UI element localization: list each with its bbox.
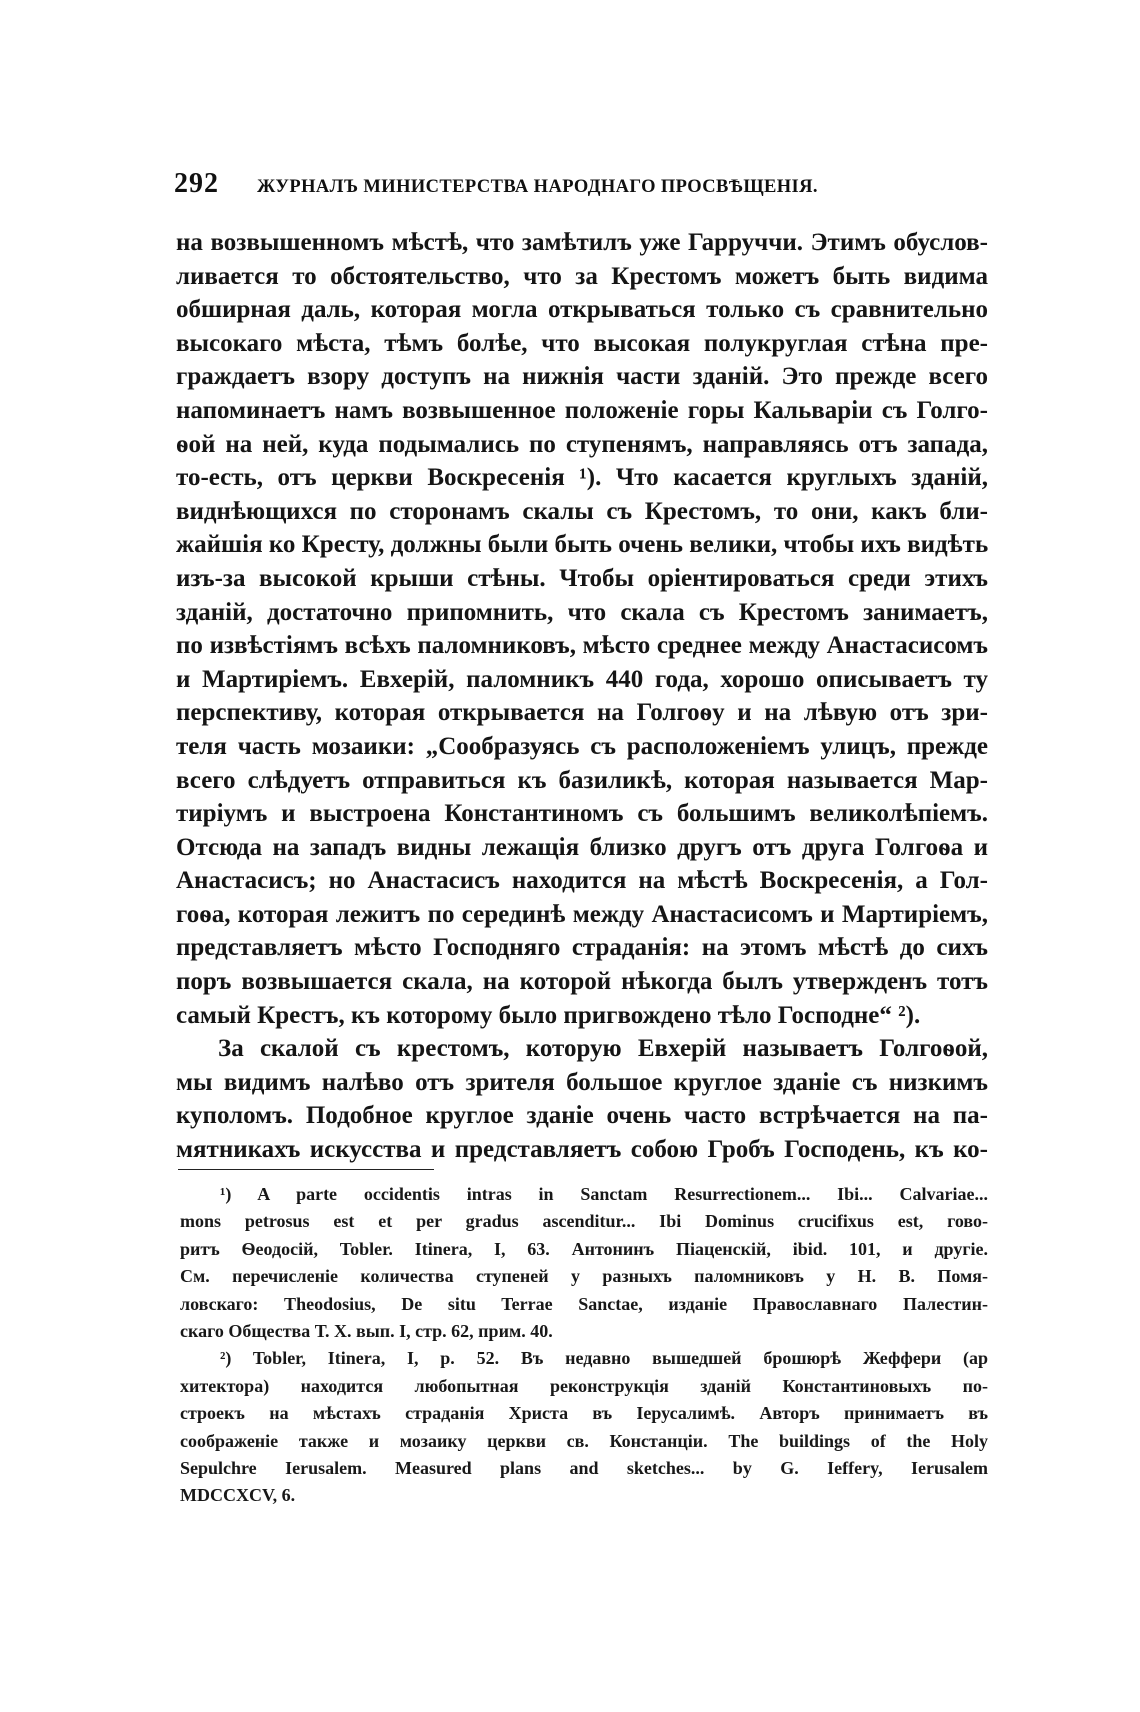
text-line: перспективу, которая открывается на Голгоѳу и на лѣвую отъ зри- xyxy=(176,699,988,727)
text-line: граждаетъ взору доступъ на нижнія части зданій. Это прежде всего xyxy=(176,363,988,391)
text-line: тиріумъ и выстроена Константиномъ съ большимъ великолѣпіемъ. xyxy=(176,800,988,828)
footnote-divider xyxy=(178,1169,434,1170)
journal-title: ЖУРНАЛЪ МИНИСТЕРСТВА НАРОДНАГО ПРОСВѢЩЕНІЯ. xyxy=(257,177,818,197)
text-line: Отсюда на западъ видны лежащія близко другъ отъ друга Голгоѳа и xyxy=(176,833,988,861)
text-line: высокаго мѣста, тѣмъ болѣе, что высокая полукруглая стѣна пре- xyxy=(176,329,988,357)
text-line: ливается то обстоятельство, что за Крестомъ можетъ быть видима xyxy=(176,262,988,290)
text-line: мы видимъ налѣво отъ зрителя большое круглое зданіе съ низкимъ xyxy=(176,1068,988,1096)
text-line: мятникахъ искусства и представляетъ собою Гробъ Господень, къ ко- xyxy=(176,1136,988,1164)
text-line: по извѣстіямъ всѣхъ паломниковъ, мѣсто среднее между Анастасисомъ xyxy=(176,632,988,660)
footnote-line: хитектора) находится любопытная реконструкція зданій Константиновыхъ по- xyxy=(180,1375,988,1396)
footnotes xyxy=(180,1181,988,1510)
text-line: и Мартиріемъ. Евхерій, паломникъ 440 года, хорошо описываетъ ту xyxy=(176,665,988,693)
text-line: обширная даль, которая могла открываться только съ сравнительно xyxy=(176,296,988,324)
text-line: на возвышенномъ мѣстѣ, что замѣтилъ уже Гарруччи. Этимъ обуслов- xyxy=(176,229,988,256)
footnote-line: ритъ Ѳеодосій, Tobler. Itinera, I, 63. Антонинъ Піаценскій, ibid. 101, и другіе. xyxy=(180,1238,988,1259)
text-line: напоминаетъ намъ возвышенное положеніе горы Кальваріи съ Голго- xyxy=(176,396,988,424)
footnote-line: ¹) A parte occidentis intras in Sanctam Resurrectionem... Ibi... Calvariae... xyxy=(220,1184,988,1204)
text-line: зданій, достаточно припомнить, что скала съ Крестомъ занимаетъ, xyxy=(176,598,988,626)
text-line: то-есть, отъ церкви Воскресенія ¹). Что касается круглыхъ зданій, xyxy=(176,464,988,492)
footnote-line: соображеніе также и мозаику церкви св. Констанціи. The buildings of the Holy xyxy=(180,1430,988,1451)
running-header xyxy=(174,168,994,200)
text-line: ѳой на ней, куда подымались по ступенямъ, направляясь отъ запада, xyxy=(176,430,988,458)
footnote-line: mons petrosus est et per gradus ascenditur... Ibi Dominus crucifixus est, гово- xyxy=(180,1211,988,1232)
text-line: поръ возвышается скала, на которой нѣкогда былъ утвержденъ тотъ xyxy=(176,968,988,996)
footnote-line: ловскаго: Theodosius, De situ Terrae Sanctae, изданіе Православнаго Палестин- xyxy=(180,1293,988,1314)
page-number: 292 xyxy=(174,168,219,199)
text-line: жайшія ко Кресту, должны были быть очень велики, чтобы ихъ видѣть xyxy=(176,531,989,559)
footnote-line: MDCCXCV, 6. xyxy=(180,1485,296,1506)
text-line: виднѣющихся по сторонамъ скалы съ Крестомъ, то они, какъ бли- xyxy=(176,497,988,525)
text-line: куполомъ. Подобное круглое зданіе очень часто встрѣчается на па- xyxy=(176,1102,988,1130)
footnote-line: Sepulchre Ierusalem. Measured plans and sketches... by G. Ieffery, Ierusalem xyxy=(180,1457,988,1478)
text-line: всего слѣдуетъ отправиться къ базиликѣ, которая называется Мар- xyxy=(176,766,988,794)
text-line: гоѳа, которая лежитъ по серединѣ между Анастасисомъ и Мартиріемъ, xyxy=(176,900,988,928)
footnote-line: строекъ на мѣстахъ страданія Христа въ Іерусалимѣ. Авторъ принимаетъ въ xyxy=(180,1403,988,1424)
text-line: Анастасисъ; но Анастасисъ находится на мѣстѣ Воскресенія, а Гол- xyxy=(176,867,988,895)
footnote-line: ²) Tobler, Itinera, I, p. 52. Въ недавно вышедшей брошюрѣ Жеффери (ар xyxy=(220,1348,988,1369)
text-line: теля часть мозаики: „Сообразуясь съ расположеніемъ улицъ, прежде xyxy=(176,732,988,760)
text-line: изъ-за высокой крыши стѣны. Чтобы оріентироваться среди этихъ xyxy=(176,564,988,592)
text-line: представляетъ мѣсто Господняго страданія: на этомъ мѣстѣ до сихъ xyxy=(176,934,988,962)
footnote-line: скаго Общества Т. X. вып. I, стр. 62, прим. 40. xyxy=(180,1320,553,1341)
text-line: самый Крестъ, къ которому было пригвождено тѣло Господне“ ²). xyxy=(176,1001,921,1029)
main-text xyxy=(176,226,988,1167)
text-line: За скалой съ крестомъ, которую Евхерій называетъ Голгоѳой, xyxy=(218,1035,988,1063)
footnote-line: См. перечисленіе количества ступеней у разныхъ паломниковъ у Н. В. Помя- xyxy=(180,1266,988,1287)
